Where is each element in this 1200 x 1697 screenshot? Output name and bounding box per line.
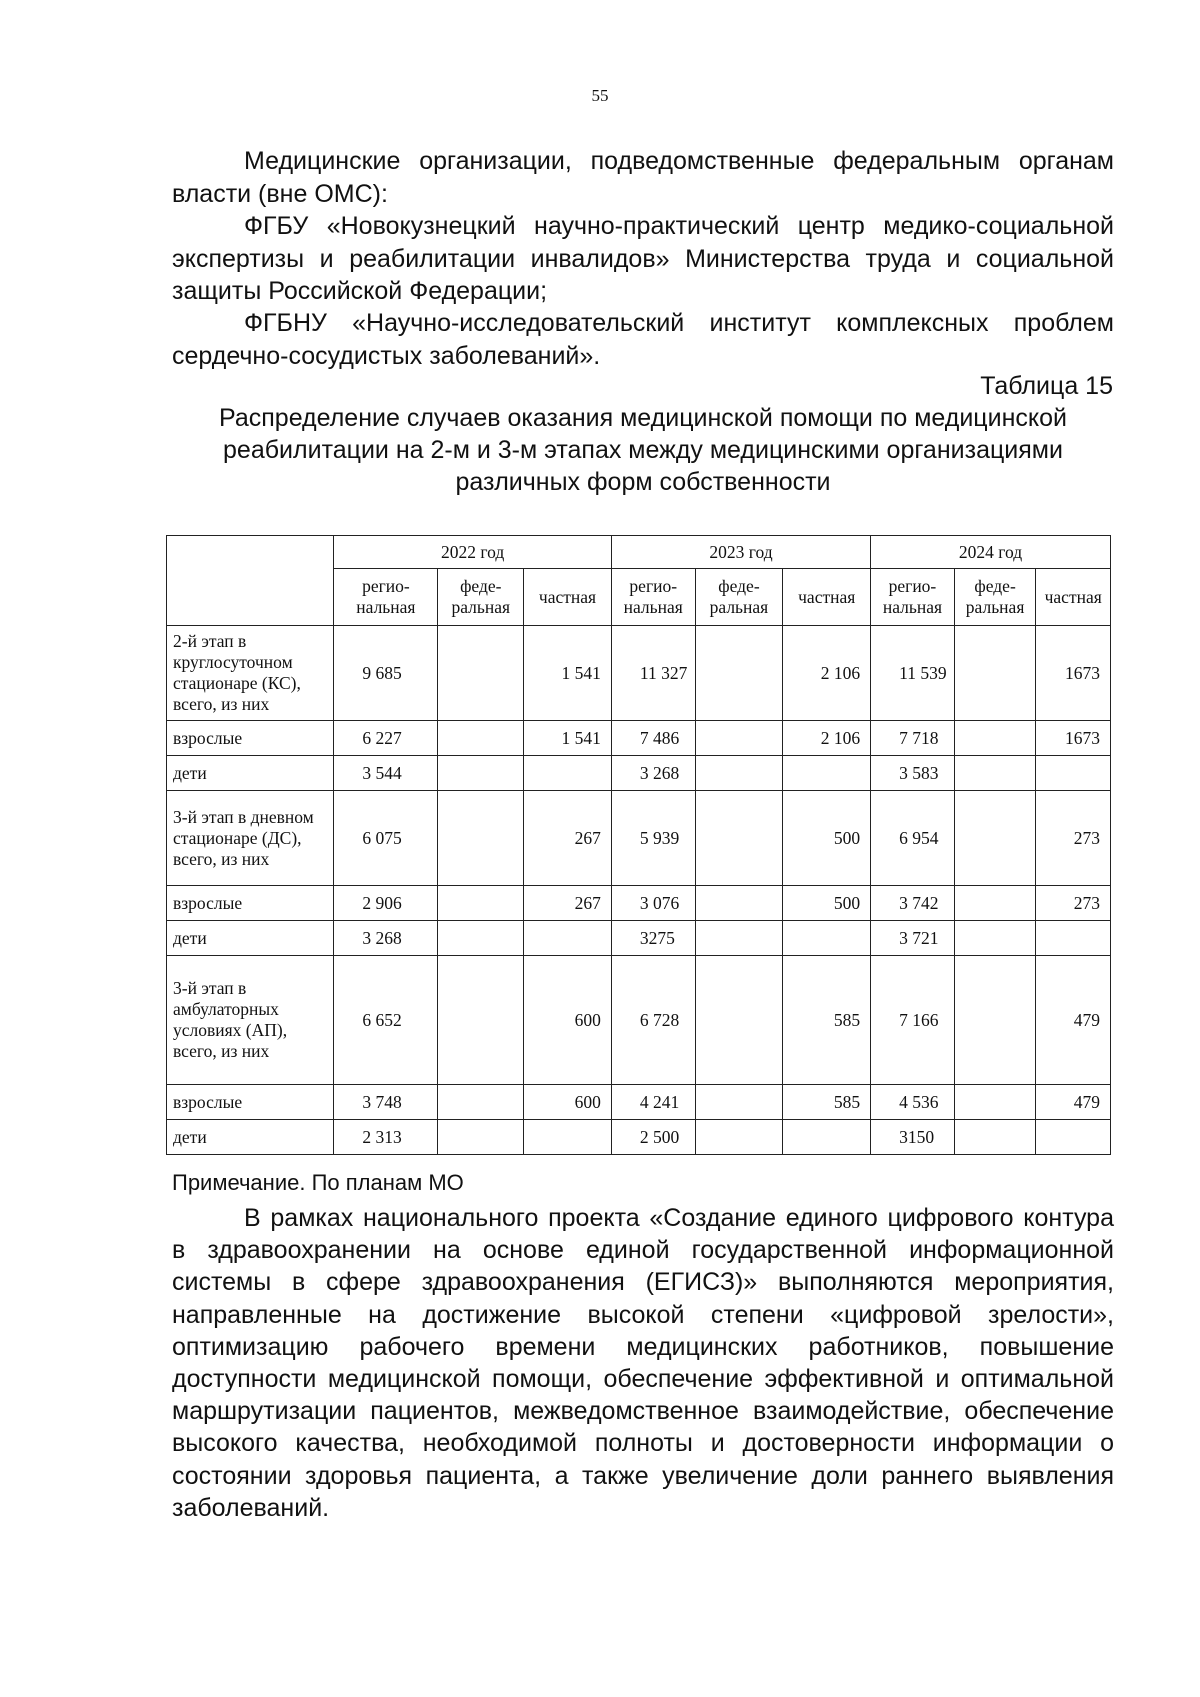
value-cell: 3275	[611, 921, 695, 956]
value-cell	[438, 921, 524, 956]
value-cell: 6 227	[334, 721, 438, 756]
value-cell: 585	[783, 1085, 871, 1120]
value-cell: 3 742	[871, 886, 955, 921]
value-cell: 2 906	[334, 886, 438, 921]
year-header: 2023 год	[611, 536, 870, 569]
row-label: дети	[167, 1120, 334, 1155]
year-header: 2022 год	[334, 536, 612, 569]
value-cell: 600	[524, 1085, 612, 1120]
value-cell: 3 544	[334, 756, 438, 791]
page-number: 55	[591, 86, 609, 105]
value-cell: 3 748	[334, 1085, 438, 1120]
value-cell	[695, 886, 783, 921]
ownership-header: частная	[783, 569, 871, 626]
closing-paragraph: В рамках национального проекта «Создание единого цифрового контура в здравоохранении на основе единой государственной информационной системы в сфере здравоохранения (ЕГИСЗ)» выполняются мероприятия, направленные на достижение высокой степени «цифровой зрелости», оптимизацию рабочего времени медицинских работников, повышение доступности медицинской помощи, обеспечение эффективной и оптимальной маршрутизации пациентов, межведомственное взаимодействие, обеспечение высокого качества, необходимой полноты и достоверности информации о состоянии здоровья пациента, а также увеличение доли раннего выявления заболеваний.	[172, 1204, 1114, 1522]
row-label: 2-й этап в круглосуточном стационаре (КС), всего, из них	[167, 626, 334, 721]
value-cell: 2 500	[611, 1120, 695, 1155]
ownership-header: регио- нальная	[871, 569, 955, 626]
table-row	[167, 1120, 1111, 1155]
value-cell: 11 539	[871, 626, 955, 721]
value-cell	[438, 791, 524, 886]
table-row	[167, 626, 1111, 721]
row-label: взрослые	[167, 1085, 334, 1120]
value-cell	[438, 626, 524, 721]
value-cell	[438, 756, 524, 791]
year-header: 2024 год	[871, 536, 1111, 569]
value-cell: 3 076	[611, 886, 695, 921]
value-cell	[524, 756, 612, 791]
intro-paragraph-2: ФГБУ «Новокузнецкий научно-практический центр медико-социальной экспертизы и реабилитации инвалидов» Министерства труда и социальной защиты Российской Федерации;	[172, 212, 1114, 305]
intro-paragraph-1: Медицинские организации, подведомственные федеральным органам власти (вне ОМС):	[172, 147, 1114, 208]
table-row	[167, 886, 1111, 921]
table-row	[167, 791, 1111, 886]
value-cell: 479	[1036, 956, 1111, 1085]
value-cell: 7 166	[871, 956, 955, 1085]
table-row	[167, 956, 1111, 1085]
value-cell	[524, 921, 612, 956]
value-cell: 2 106	[783, 721, 871, 756]
value-cell	[783, 756, 871, 791]
value-cell	[695, 956, 783, 1085]
value-cell: 600	[524, 956, 612, 1085]
value-cell: 6 728	[611, 956, 695, 1085]
value-cell: 585	[783, 956, 871, 1085]
value-cell: 11 327	[611, 626, 695, 721]
value-cell	[954, 1085, 1036, 1120]
value-cell	[954, 921, 1036, 956]
value-cell: 479	[1036, 1085, 1111, 1120]
value-cell	[954, 756, 1036, 791]
value-cell	[954, 721, 1036, 756]
value-cell: 3 583	[871, 756, 955, 791]
value-cell: 9 685	[334, 626, 438, 721]
value-cell	[954, 1120, 1036, 1155]
value-cell: 3150	[871, 1120, 955, 1155]
value-cell: 6 075	[334, 791, 438, 886]
value-cell	[695, 626, 783, 721]
value-cell: 2 313	[334, 1120, 438, 1155]
value-cell: 2 106	[783, 626, 871, 721]
ownership-header: частная	[1036, 569, 1111, 626]
value-cell: 5 939	[611, 791, 695, 886]
value-cell	[695, 1120, 783, 1155]
value-cell: 267	[524, 791, 612, 886]
row-label: дети	[167, 921, 334, 956]
table-row	[167, 721, 1111, 756]
value-cell	[438, 886, 524, 921]
value-cell	[783, 1120, 871, 1155]
value-cell	[695, 721, 783, 756]
ownership-header: регио- нальная	[611, 569, 695, 626]
value-cell: 7 718	[871, 721, 955, 756]
value-cell	[954, 626, 1036, 721]
value-cell	[1036, 1120, 1111, 1155]
intro-paragraph-3: ФГБНУ «Научно-исследовательский институт комплексных проблем сердечно-сосудистых заболеваний».	[172, 309, 1114, 370]
table-title: Распределение случаев оказания медицинской помощи по медицинской реабилитации на 2-м и 3-м этапах между медицинскими организациями различных форм собственности	[219, 404, 1067, 496]
row-label: взрослые	[167, 721, 334, 756]
value-cell: 6 652	[334, 956, 438, 1085]
table-note: Примечание. По планам МО	[172, 1170, 464, 1195]
ownership-header: феде- ральная	[438, 569, 524, 626]
row-label: 3-й этап в амбулаторных условиях (АП), всего, из них	[167, 956, 334, 1085]
value-cell: 7 486	[611, 721, 695, 756]
row-label: взрослые	[167, 886, 334, 921]
value-cell	[524, 1120, 612, 1155]
ownership-header: частная	[524, 569, 612, 626]
ownership-header: феде- ральная	[695, 569, 783, 626]
value-cell	[438, 1120, 524, 1155]
value-cell: 500	[783, 791, 871, 886]
value-cell: 273	[1036, 886, 1111, 921]
value-cell	[954, 886, 1036, 921]
value-cell	[438, 1085, 524, 1120]
value-cell: 4 241	[611, 1085, 695, 1120]
value-cell	[695, 921, 783, 956]
value-cell: 1 541	[524, 626, 612, 721]
value-cell	[438, 721, 524, 756]
table-row	[167, 1085, 1111, 1120]
value-cell: 3 721	[871, 921, 955, 956]
value-cell	[438, 956, 524, 1085]
value-cell: 1673	[1036, 721, 1111, 756]
value-cell: 267	[524, 886, 612, 921]
value-cell	[695, 1085, 783, 1120]
value-cell: 6 954	[871, 791, 955, 886]
value-cell	[954, 791, 1036, 886]
value-cell	[695, 791, 783, 886]
ownership-header: феде- ральная	[954, 569, 1036, 626]
value-cell	[1036, 756, 1111, 791]
distribution-table	[166, 535, 1111, 1155]
value-cell: 273	[1036, 791, 1111, 886]
row-label: дети	[167, 756, 334, 791]
value-cell: 4 536	[871, 1085, 955, 1120]
table-row	[167, 921, 1111, 956]
table-body	[167, 626, 1111, 1155]
value-cell: 3 268	[611, 756, 695, 791]
value-cell: 3 268	[334, 921, 438, 956]
table-row	[167, 756, 1111, 791]
table-corner-cell	[167, 536, 334, 626]
value-cell	[695, 756, 783, 791]
value-cell	[783, 921, 871, 956]
value-cell	[1036, 921, 1111, 956]
ownership-header: регио- нальная	[334, 569, 438, 626]
value-cell: 1673	[1036, 626, 1111, 721]
value-cell: 1 541	[524, 721, 612, 756]
value-cell: 500	[783, 886, 871, 921]
value-cell	[954, 956, 1036, 1085]
table-label: Таблица 15	[980, 372, 1113, 400]
row-label: 3-й этап в дневном стационаре (ДС), всего, из них	[167, 791, 334, 886]
